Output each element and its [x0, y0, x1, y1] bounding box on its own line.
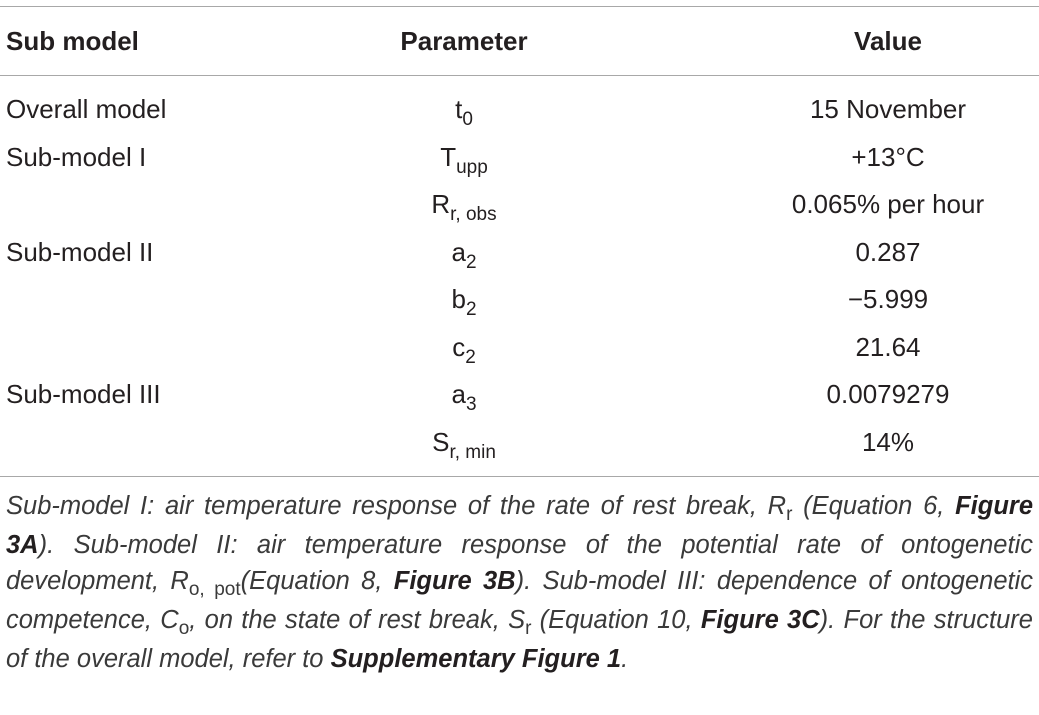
parameter-subscript: 0 [462, 109, 473, 131]
parameter-subscript: 2 [465, 346, 476, 368]
parameter-subscript: 3 [465, 394, 477, 416]
parameter-symbol: a [451, 236, 466, 267]
parameter-cell [355, 371, 645, 419]
parameter-subscript: r, min [449, 441, 496, 463]
header-sub-model: Sub model [6, 25, 139, 56]
sub-model-cell [0, 181, 355, 229]
caption-text: ). Sub-model II: air temperature response of the potential rate of ontogenetic development, R [6, 531, 1033, 595]
value-cell: 15 November [809, 94, 967, 125]
caption-subscript: r [525, 618, 532, 639]
sub-model-cell: Sub-model II [6, 236, 154, 267]
sub-model-cell [0, 276, 355, 324]
parameter-subscript: r, obs [450, 204, 497, 226]
value-cell: −5.999 [847, 284, 929, 315]
value-cell: 0.065% per hour [791, 189, 985, 220]
sub-model-cell [0, 419, 355, 477]
parameter-cell [355, 229, 645, 277]
value-cell: 0.287 [855, 236, 921, 267]
caption-text: . [621, 645, 629, 673]
figure-3b-link[interactable]: Figure 3B [393, 567, 516, 595]
parameter-cell [355, 181, 645, 229]
parameter-cell [355, 419, 645, 477]
caption-text: ). For the structure of the overall model, refer to [6, 606, 1033, 673]
parameter-symbol: t [455, 94, 463, 125]
caption-subscript: o [178, 618, 190, 639]
parameter-cell [355, 134, 645, 182]
value-cell: 14% [861, 426, 915, 457]
parameter-symbol: R [431, 189, 451, 220]
figure-3c-link[interactable]: Figure 3C [700, 606, 820, 634]
value-cell: 0.0079279 [826, 379, 950, 410]
table-caption [6, 488, 1033, 677]
sub-model-cell: Overall model [6, 94, 167, 125]
value-cell: +13°C [851, 141, 925, 172]
table-row [0, 324, 1039, 372]
parameter-table [0, 6, 1039, 477]
table-row [0, 276, 1039, 324]
parameter-cell [355, 324, 645, 372]
table-row [0, 371, 1039, 419]
table-row [0, 134, 1039, 182]
sub-model-cell: Sub-model I [6, 141, 147, 172]
parameter-table-container [0, 6, 1039, 477]
value-cell: 21.64 [855, 331, 921, 362]
figure-3a-link[interactable]: Figure 3A [6, 492, 1033, 559]
caption-text: , on the state of rest break, S [189, 606, 526, 634]
parameter-subscript: upp [456, 156, 488, 178]
supplementary-figure-1-link[interactable]: Supplementary Figure 1 [330, 645, 622, 673]
table-row [0, 181, 1039, 229]
caption-text: Sub-model I: air temperature response of the rate of rest break, R [6, 492, 787, 520]
caption-text: (Equation 6, [792, 492, 956, 520]
header-parameter: Parameter [400, 25, 528, 56]
parameter-subscript: 2 [465, 299, 477, 321]
parameter-symbol: c [452, 331, 466, 362]
parameter-symbol: b [451, 284, 466, 315]
header-row [0, 7, 1039, 76]
caption-subscript: o, pot [188, 579, 241, 600]
table-row [0, 229, 1039, 277]
table-header [0, 7, 1039, 76]
parameter-cell [355, 76, 645, 134]
caption-text: (Equation 8, [240, 567, 394, 595]
caption-text: (Equation 10, [531, 606, 701, 634]
table-body [0, 76, 1039, 477]
parameter-symbol: T [440, 141, 457, 172]
sub-model-cell: Sub-model III [6, 379, 161, 410]
table-row [0, 419, 1039, 477]
parameter-symbol: a [451, 379, 466, 410]
parameter-symbol: S [432, 426, 450, 457]
table-row [0, 76, 1039, 134]
parameter-subscript: 2 [465, 251, 477, 273]
header-value: Value [854, 25, 922, 56]
sub-model-cell [0, 324, 355, 372]
parameter-cell [355, 276, 645, 324]
caption-subscript: r [786, 504, 793, 525]
caption-text: ). Sub-model III: dependence of ontogenetic competence, C [6, 567, 1034, 634]
